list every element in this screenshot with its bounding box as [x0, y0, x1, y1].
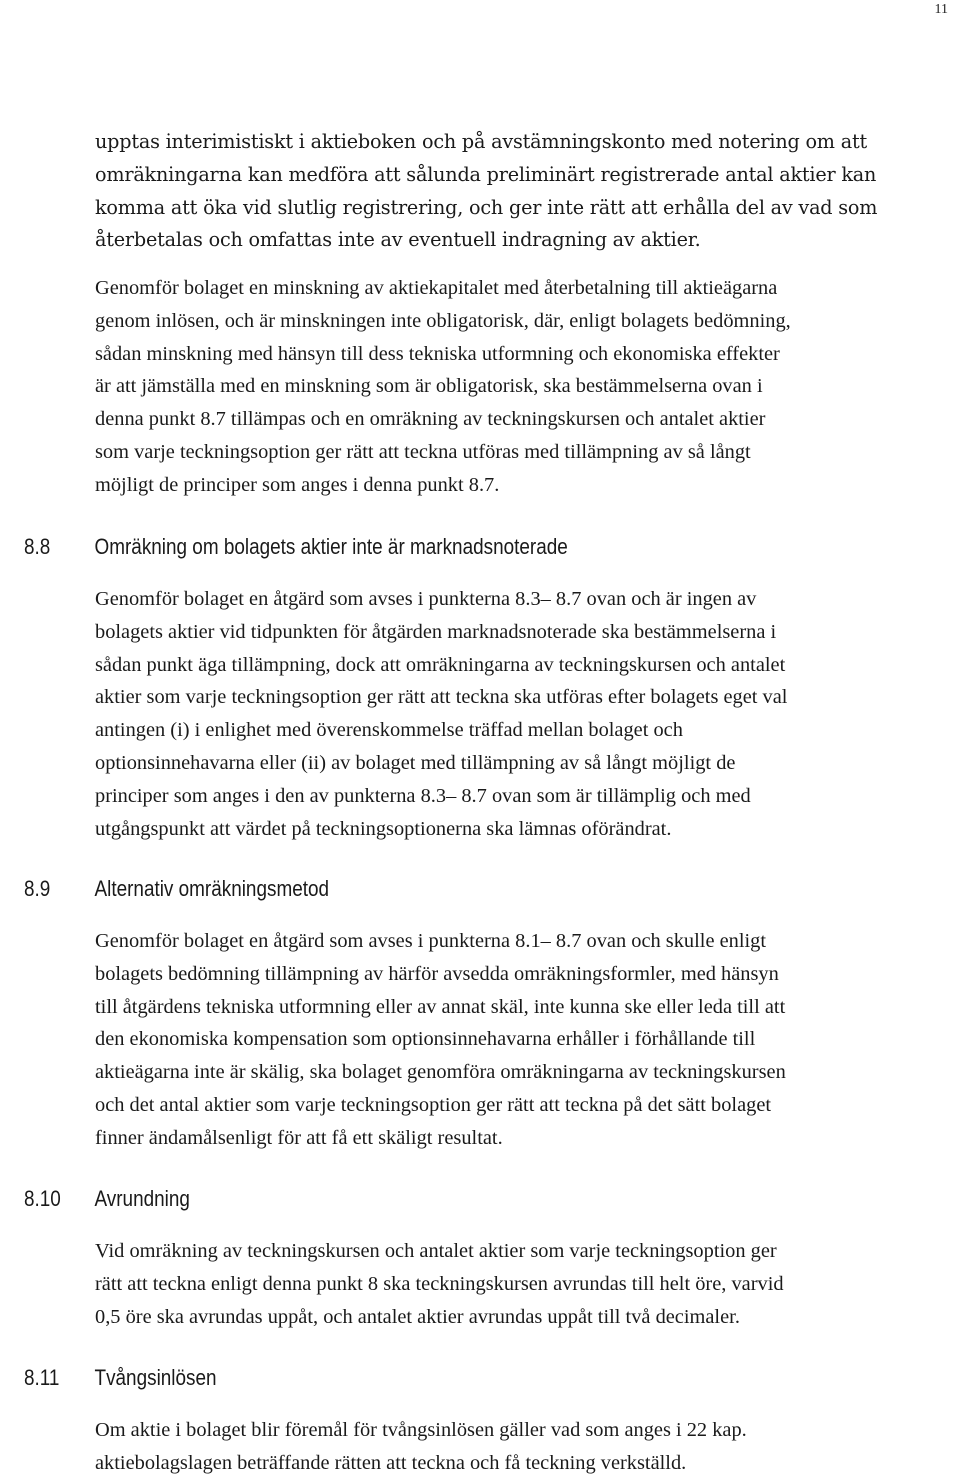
section-title: Alternativ omräkningsmetod	[94, 876, 330, 901]
section-heading-8-9	[24, 876, 329, 902]
section-text-8-8: Genomför bolaget en åtgärd som avses i punkterna 8.3– 8.7 ovan och är ingen av bolagets aktier vid tidpunkten för åtgärden marknadsnoterade ska bestämmelserna i sådan punkt äga tillämpning, dock att omräkningarna av teckningskursen och antalet aktier som varje teckningsoption ger rätt att teckna ska utföras efter bolagets eget val antingen (i) i enlighet med överenskommelse träffad mellan bolaget och optionsinnehavarna eller (ii) av bolaget med tillämpning av så långt möjligt de principer som anges i den av punkterna 8.3– 8.7 ovan som är tillämplig och med utgångspunkt att värdet på teckningsoptionerna ska lämnas oförändrat.	[95, 588, 788, 840]
section-title: Avrundning	[94, 1186, 190, 1211]
section-text-8-9: Genomför bolaget en åtgärd som avses i punkterna 8.1– 8.7 ovan och skulle enligt bolagets bedömning tillämpning av härför avsedda omräkningsformler, med hänsyn till åtgärdens tekniska utformning eller av annat skäl, inte kunna ske eller leda till att den ekonomiska kompensation som optionsinnehavarna erhåller i förhållande till aktieägarna inte är skälig, ska bolaget genomföra omräkningarna av teckningskursen och det antal aktier som varje teckningsoption ger rätt att teckna på det sätt bolaget finner ändamålsenligt för att få ett skäligt resultat.	[95, 930, 786, 1149]
section-number: 8.9	[24, 876, 51, 901]
section-heading-8-10	[24, 1186, 190, 1212]
paragraph-8-7-final: Genomför bolaget en minskning av aktiekapitalet med återbetalning till aktieägarna genom inlösen, och är minskningen inte obligatorisk, där, enligt bolagets bedömning, sådan minskning med hänsyn till dess tekniska utformning och ekonomiska effekter är att jämställa med en minskning som är obligatorisk, ska bestämmelserna ovan i denna punkt 8.7 tillämpas och en omräkning av teckningskursen och antalet aktier som varje teckningsoption ger rätt att teckna utföras med tillämpning av så långt möjligt de principer som anges i denna punkt 8.7.	[95, 277, 791, 496]
section-title: Omräkning om bolagets aktier inte är marknadsnoterade	[94, 534, 568, 559]
section-heading-8-11	[24, 1365, 217, 1391]
intro-paragraph: upptas interimistiskt i aktieboken och på avstämningskonto med notering om att omräkningarna kan medföra att sålunda preliminärt registrerade antal aktier kan komma att öka vid slutlig registrering, och ger inte rätt att erhålla del av vad som återbetalas och omfattas inte av eventuell indragning av aktier.	[95, 130, 878, 252]
section-number: 8.10	[24, 1186, 61, 1211]
section-text-8-11: Om aktie i bolaget blir föremål för tvångsinlösen gäller vad som anges i 22 kap. aktiebolagslagen beträffande rätten att teckna och få teckning verkställd.	[95, 1419, 747, 1474]
section-number: 8.11	[24, 1365, 60, 1390]
section-title: Tvångsinlösen	[94, 1365, 217, 1390]
section-number: 8.8	[24, 534, 51, 559]
section-heading-8-8	[24, 534, 568, 560]
page-number: 11	[934, 2, 948, 17]
section-text-8-10: Vid omräkning av teckningskursen och antalet aktier som varje teckningsoption ger rätt att teckna enligt denna punkt 8 ska teckningskursen avrundas till helt öre, varvid 0,5 öre ska avrundas uppåt, och antalet aktier avrundas uppåt till två decimaler.	[95, 1240, 784, 1328]
